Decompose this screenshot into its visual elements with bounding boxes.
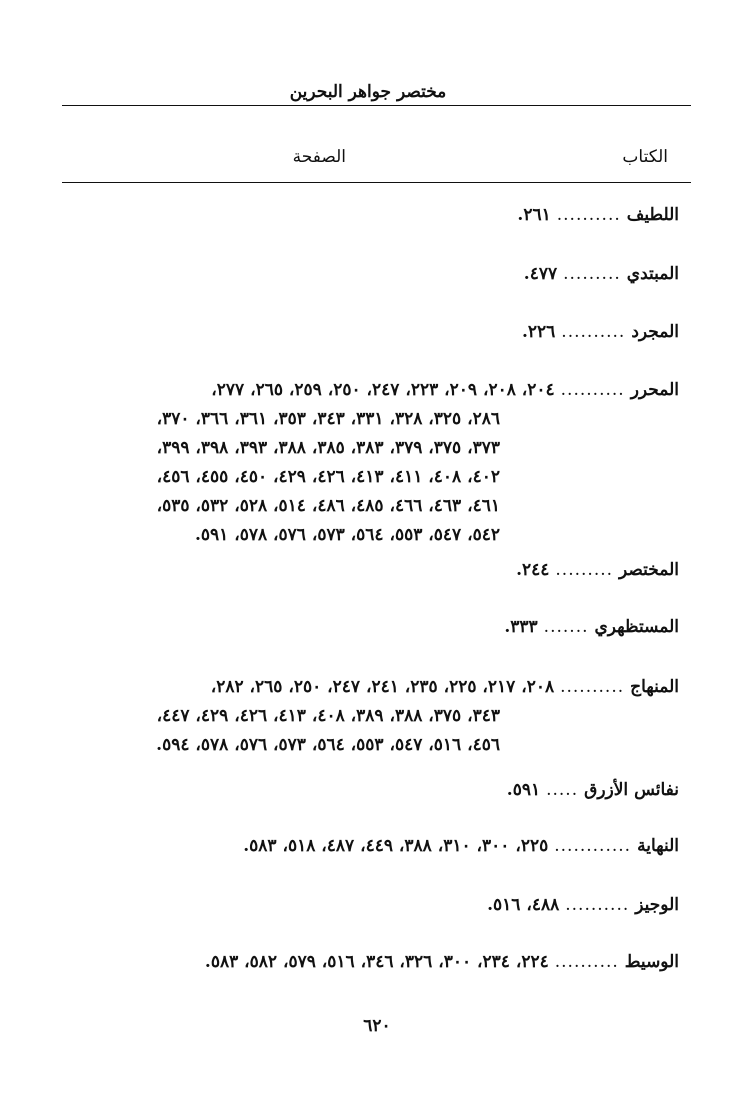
entry-dots: .......... (556, 205, 621, 225)
entry-pages: ٤٧٧. (523, 264, 558, 284)
entry-pages: ٤٨٨، ٥١٦. (487, 895, 560, 915)
entry-pages: ٢٢٤، ٢٣٤، ٣٠٠، ٣٢٦، ٣٤٦، ٥١٦، ٥٧٩، ٥٨٢، ٥٨٣. (204, 952, 549, 972)
entry-name: الوجيز (635, 895, 679, 915)
entry-name: الوسيط (624, 952, 679, 972)
index-entry (59, 780, 679, 808)
entry-pages: ٢٠٨، ٢١٧، ٢٢٥، ٢٣٥، ٢٤١، ٢٤٧، ٢٥٠، ٢٦٥، ٢٨٢، (210, 677, 555, 697)
entry-dots: ..... (546, 780, 579, 800)
index-entry (59, 677, 679, 705)
entry-dots: .......... (565, 895, 630, 915)
entry-name: المنهاج (630, 677, 679, 697)
entry-name: المجرد (631, 322, 679, 342)
top-rule (62, 105, 691, 106)
column-header-page: الصفحة (292, 147, 346, 167)
entry-pages-continuation: ٤٦١، ٤٦٣، ٤٦٦، ٤٨٥، ٤٨٦، ٥١٤، ٥٢٨، ٥٣٢، ٥٣٥، (156, 496, 500, 516)
entry-dots: .......... (561, 322, 626, 342)
entry-name: نفائس الأزرق (584, 780, 679, 800)
entry-pages-continuation: ٣٧٣، ٣٧٥، ٣٧٩، ٣٨٣، ٣٨٥، ٣٨٨، ٣٩٣، ٣٩٨، ٣٩٩، (156, 438, 500, 458)
header-rule (62, 182, 691, 183)
index-entry (59, 205, 679, 233)
entry-name: اللطيف (626, 205, 679, 225)
entry-pages-continuation: ٣٤٣، ٣٧٥، ٣٨٨، ٣٨٩، ٤٠٨، ٤١٣، ٤٢٦، ٤٢٩، ٤٤٧، (156, 706, 500, 726)
index-entry (59, 617, 679, 645)
entry-pages-continuation: ٢٨٦، ٣٢٥، ٣٢٨، ٣٣١، ٣٤٣، ٣٥٣، ٣٦١، ٣٦٦، ٣٧٠، (156, 409, 500, 429)
entry-dots: .......... (554, 952, 619, 972)
entry-dots: ....... (543, 617, 589, 637)
entry-dots: ......... (563, 264, 621, 284)
entry-pages-continuation: ٤٥٦، ٥١٦، ٥٤٧، ٥٥٣، ٥٦٤، ٥٧٣، ٥٧٦، ٥٧٨، ٥٩٤. (156, 735, 500, 755)
index-entry (59, 952, 679, 980)
entry-name: المستظهري (594, 617, 679, 637)
index-entry (59, 895, 679, 923)
entry-pages: ٥٩١. (506, 780, 541, 800)
column-header-book: الكتاب (622, 147, 668, 167)
index-entry (59, 264, 679, 292)
entry-name: المبتدي (626, 264, 679, 284)
entry-name: المختصر (619, 560, 679, 580)
index-entry (59, 560, 679, 588)
entry-pages: ٣٣٣. (504, 617, 538, 637)
entry-name: المحرر (630, 380, 679, 400)
index-entry (59, 836, 679, 864)
entry-pages-continuation: ٥٤٢، ٥٤٧، ٥٥٣، ٥٦٤، ٥٧٣، ٥٧٦، ٥٧٨، ٥٩١. (194, 525, 500, 545)
index-entry (59, 322, 679, 350)
entry-name: النهاية (637, 836, 679, 856)
entry-pages: ٢٢٦. (521, 322, 556, 342)
entry-dots: .......... (560, 677, 625, 697)
entry-dots: ......... (555, 560, 614, 580)
entry-pages: ٢٤٤. (516, 560, 550, 580)
entry-dots: .......... (560, 380, 625, 400)
entry-dots: ............ (554, 836, 632, 856)
entry-pages: ٢٦١. (517, 205, 551, 225)
entry-pages-continuation: ٤٠٢، ٤٠٨، ٤١١، ٤١٣، ٤٢٦، ٤٢٩، ٤٥٠، ٤٥٥، ٤٥٦، (156, 467, 500, 487)
entry-pages: ٢٢٥، ٣٠٠، ٣١٠، ٣٨٨، ٤٤٩، ٤٨٧، ٥١٨، ٥٨٣. (243, 836, 549, 856)
running-title: مختصر جواهر البحرين (289, 82, 447, 102)
page-number: ٦٢٠ (363, 1016, 391, 1036)
entry-pages: ٢٠٤، ٢٠٨، ٢٠٩، ٢٢٣، ٢٤٧، ٢٥٠، ٢٥٩، ٢٦٥، ٢٧٧، (211, 380, 555, 400)
index-entry (59, 380, 679, 408)
